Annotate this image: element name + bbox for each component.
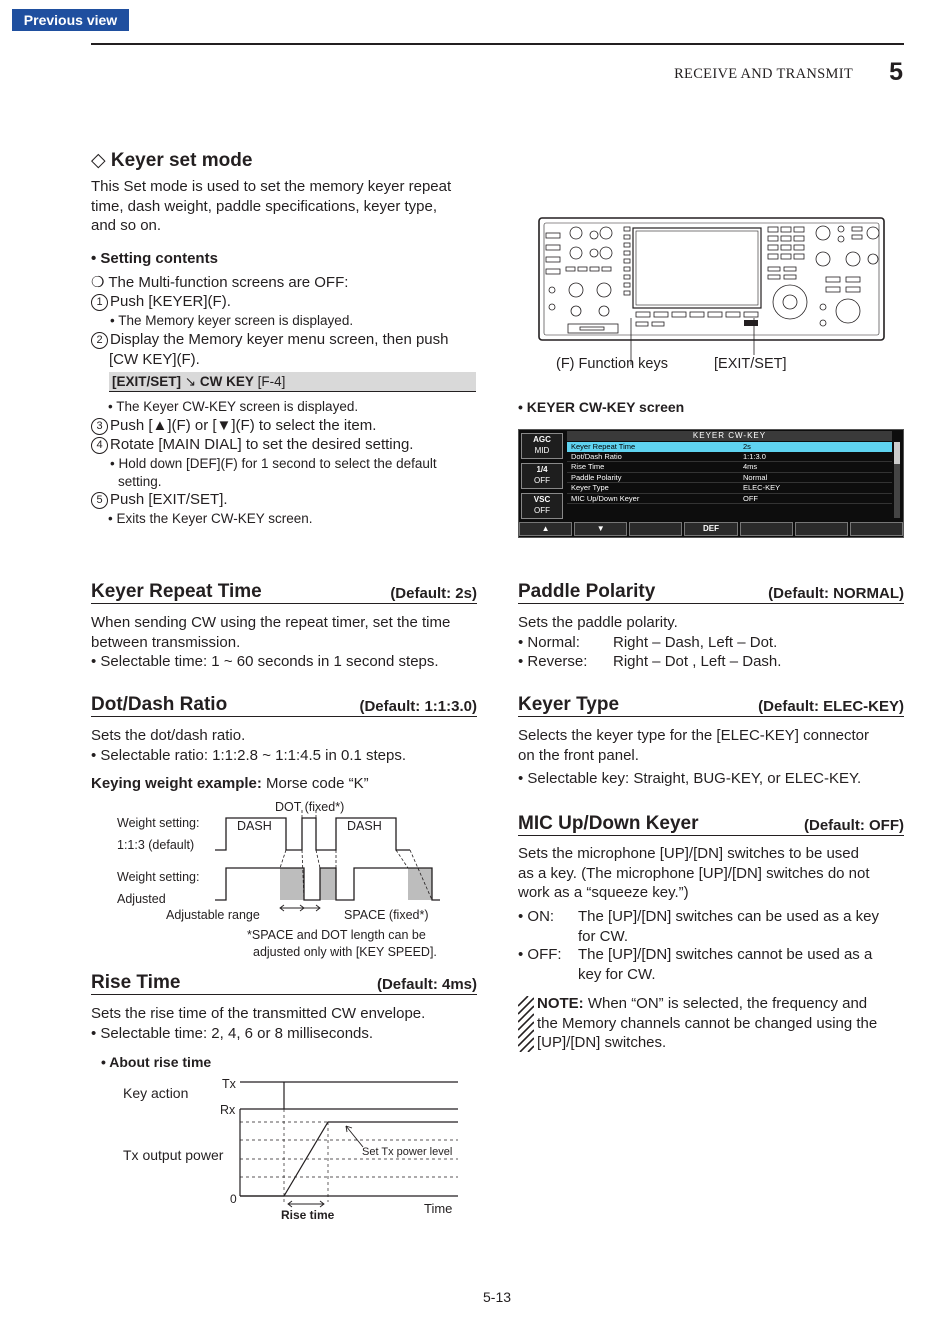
weight-setting-label: Weight setting:: [117, 870, 200, 884]
fkey-def[interactable]: DEF: [684, 522, 737, 536]
dot-dash-ratio-heading: Dot/Dash Ratio (Default: 1:1:3.0): [91, 694, 477, 715]
step-number: 1: [91, 294, 108, 311]
weight-setting-label: Weight setting:: [117, 816, 200, 830]
dot-fixed-label: DOT (fixed*): [275, 800, 345, 814]
keyer-menu-list: [567, 442, 892, 504]
page-number: 5-13: [483, 1289, 512, 1305]
setting-contents-label: • Setting contents: [91, 250, 218, 267]
note-hatch-icon: [518, 996, 534, 1052]
keyer-cw-key-screen: [518, 429, 904, 538]
dash-label: DASH: [237, 819, 272, 833]
fkey-7[interactable]: [850, 522, 903, 536]
key-action-label: Key action: [123, 1085, 189, 1101]
previous-view-button[interactable]: Previous view: [12, 9, 129, 31]
menu-row-keyer-repeat-time[interactable]: Keyer Repeat Time 2s: [567, 442, 892, 452]
diamond-icon: ◇: [91, 150, 111, 171]
chapter-number: 5: [889, 58, 903, 86]
menu-row-paddle-polarity[interactable]: Paddle Polarity Normal: [567, 473, 892, 484]
dash-label: DASH: [347, 819, 382, 833]
circle-bullet-icon: ❍: [91, 274, 109, 291]
step-3: 3 Push [▲](F) or [▼](F) to select the item.: [91, 416, 376, 436]
fkey-5[interactable]: [740, 522, 793, 536]
step-2-note: • The Keyer CW-KEY screen is displayed.: [108, 399, 359, 414]
rise-time-body: Sets the rise time of the transmitted CW envelope. • Selectable time: 2, 4, 6 or 8 milliseconds.: [91, 1005, 426, 1042]
keyer-repeat-time-heading: Keyer Repeat Time (Default: 2s): [91, 581, 477, 602]
step-1: 1 Push [KEYER](F).: [91, 292, 231, 312]
fkey-6[interactable]: [795, 522, 848, 536]
default-ratio-label: 1:1:3 (default): [117, 838, 195, 852]
time-label: Time: [424, 1201, 453, 1216]
screen-scrollbar[interactable]: [894, 442, 900, 518]
rise-time-axis-label: Rise time: [281, 1208, 335, 1222]
rise-time-heading: Rise Time (Default: 4ms): [91, 972, 477, 993]
about-rise-time-label: • About rise time: [101, 1054, 212, 1070]
keying-weight-diagram: [110, 796, 450, 962]
step-number: 5: [91, 492, 108, 509]
mic-off-option: • OFF: The [UP]/[DN] switches cannot be used as a key for CW.: [518, 946, 873, 983]
exit-set-label: [EXIT/SET]: [714, 356, 787, 372]
adjustable-range-label: Adjustable range: [166, 908, 260, 922]
footnote-line-2: adjusted only with [KEY SPEED].: [253, 945, 437, 959]
keying-weight-example: Keying weight example: Morse code “K”: [91, 775, 369, 792]
tx-label: Tx: [222, 1077, 236, 1091]
note-text: NOTE: When “ON” is selected, the frequency and the Memory channels cannot be changed using the [UP]/[DN] switches.: [537, 995, 878, 1051]
agc-button[interactable]: AGC MID: [521, 433, 563, 459]
mic-up-down-keyer-body: Sets the microphone [UP]/[DN] switches to be used as a key. (The microphone [UP]/[DN] switches do not work as a “squeeze key.”): [518, 845, 870, 901]
paddle-polarity-heading: Paddle Polarity (Default: NORMAL): [518, 581, 904, 602]
menu-row-keyer-type[interactable]: Keyer Type ELEC-KEY: [567, 483, 892, 494]
header-rule: [91, 43, 904, 45]
rx-label: Rx: [220, 1103, 236, 1117]
vsc-button[interactable]: VSC OFF: [521, 493, 563, 519]
menu-path: [EXIT/SET] ↘ CW KEY [F-4]: [109, 372, 476, 392]
screen-title: KEYER CW-KEY: [567, 431, 892, 441]
footnote-line-1: *SPACE and DOT length can be: [247, 928, 426, 942]
step-4-note: • Hold down [DEF](F) for 1 second to select the default setting.: [110, 456, 437, 489]
rise-time-diagram: [118, 1072, 468, 1232]
step-number: 4: [91, 437, 108, 454]
dot-dash-ratio-body: Sets the dot/dash ratio. • Selectable ratio: 1:1:2.8 ~ 1:1:4.5 in 0.1 steps.: [91, 727, 407, 764]
fkey-up[interactable]: ▲: [519, 522, 572, 536]
menu-row-mic-up-down-keyer[interactable]: MIC Up/Down Keyer OFF: [567, 494, 892, 505]
keyer-repeat-time-body: When sending CW using the repeat timer, set the time between transmission. • Selectable time: 1 ~ 60 seconds in 1 second steps.: [91, 614, 451, 670]
fkey-down[interactable]: ▼: [574, 522, 627, 536]
step-number: 3: [91, 418, 108, 435]
section-title: RECEIVE AND TRANSMIT: [674, 66, 853, 82]
fkey-3[interactable]: [629, 522, 682, 536]
menu-row-dot-dash-ratio[interactable]: Dot/Dash Ratio 1:1:3.0: [567, 452, 892, 463]
menu-row-rise-time[interactable]: Rise Time 4ms: [567, 462, 892, 473]
mic-on-option: • ON: The [UP]/[DN] switches can be used as a key for CW.: [518, 908, 879, 945]
step-number: 2: [91, 332, 108, 349]
tx-output-power-label: Tx output power: [123, 1147, 224, 1163]
keyer-type-body: Selects the keyer type for the [ELEC-KEY] connector on the front panel. • Selectable key: Straight, BUG-KEY, or ELEC-KEY.: [518, 727, 870, 787]
function-key-bar: [519, 522, 903, 536]
attenuator-button[interactable]: 1/4 OFF: [521, 463, 563, 489]
mic-up-down-keyer-heading: MIC Up/Down Keyer (Default: OFF): [518, 813, 904, 834]
keyer-set-mode-heading: ◇ Keyer set mode: [91, 150, 253, 171]
step-2: 2 Display the Memory keyer menu screen, then push: [91, 330, 449, 350]
step-1-note: • The Memory keyer screen is displayed.: [110, 313, 354, 328]
keyer-type-heading: Keyer Type (Default: ELEC-KEY): [518, 694, 904, 715]
keyer-screen-caption: • KEYER CW-KEY screen: [518, 399, 685, 415]
function-keys-label: (F) Function keys: [556, 356, 668, 372]
step-5: 5 Push [EXIT/SET].: [91, 490, 228, 510]
paddle-polarity-body: Sets the paddle polarity. • Normal: Right – Dash, Left – Dot. • Reverse: Right – Dot , Left – Dash.: [518, 614, 782, 670]
step-2-cont: [CW KEY](F).: [109, 351, 200, 368]
condition-line: ❍ The Multi-function screens are OFF:: [91, 274, 349, 291]
zero-label: 0: [230, 1192, 237, 1206]
keyer-intro: This Set mode is used to set the memory keyer repeat time, dash weight, paddle specifications, keyer type, and so on.: [91, 178, 452, 234]
adjusted-label: Adjusted: [117, 892, 166, 906]
screen-side-buttons: [519, 430, 565, 518]
step-5-note: • Exits the Keyer CW-KEY screen.: [108, 511, 313, 526]
radio-front-panel: [536, 215, 888, 390]
set-tx-power-level-label: Set Tx power level: [362, 1146, 453, 1158]
step-4: 4 Rotate [MAIN DIAL] to set the desired setting.: [91, 435, 413, 455]
space-fixed-label: SPACE (fixed*): [344, 908, 429, 922]
